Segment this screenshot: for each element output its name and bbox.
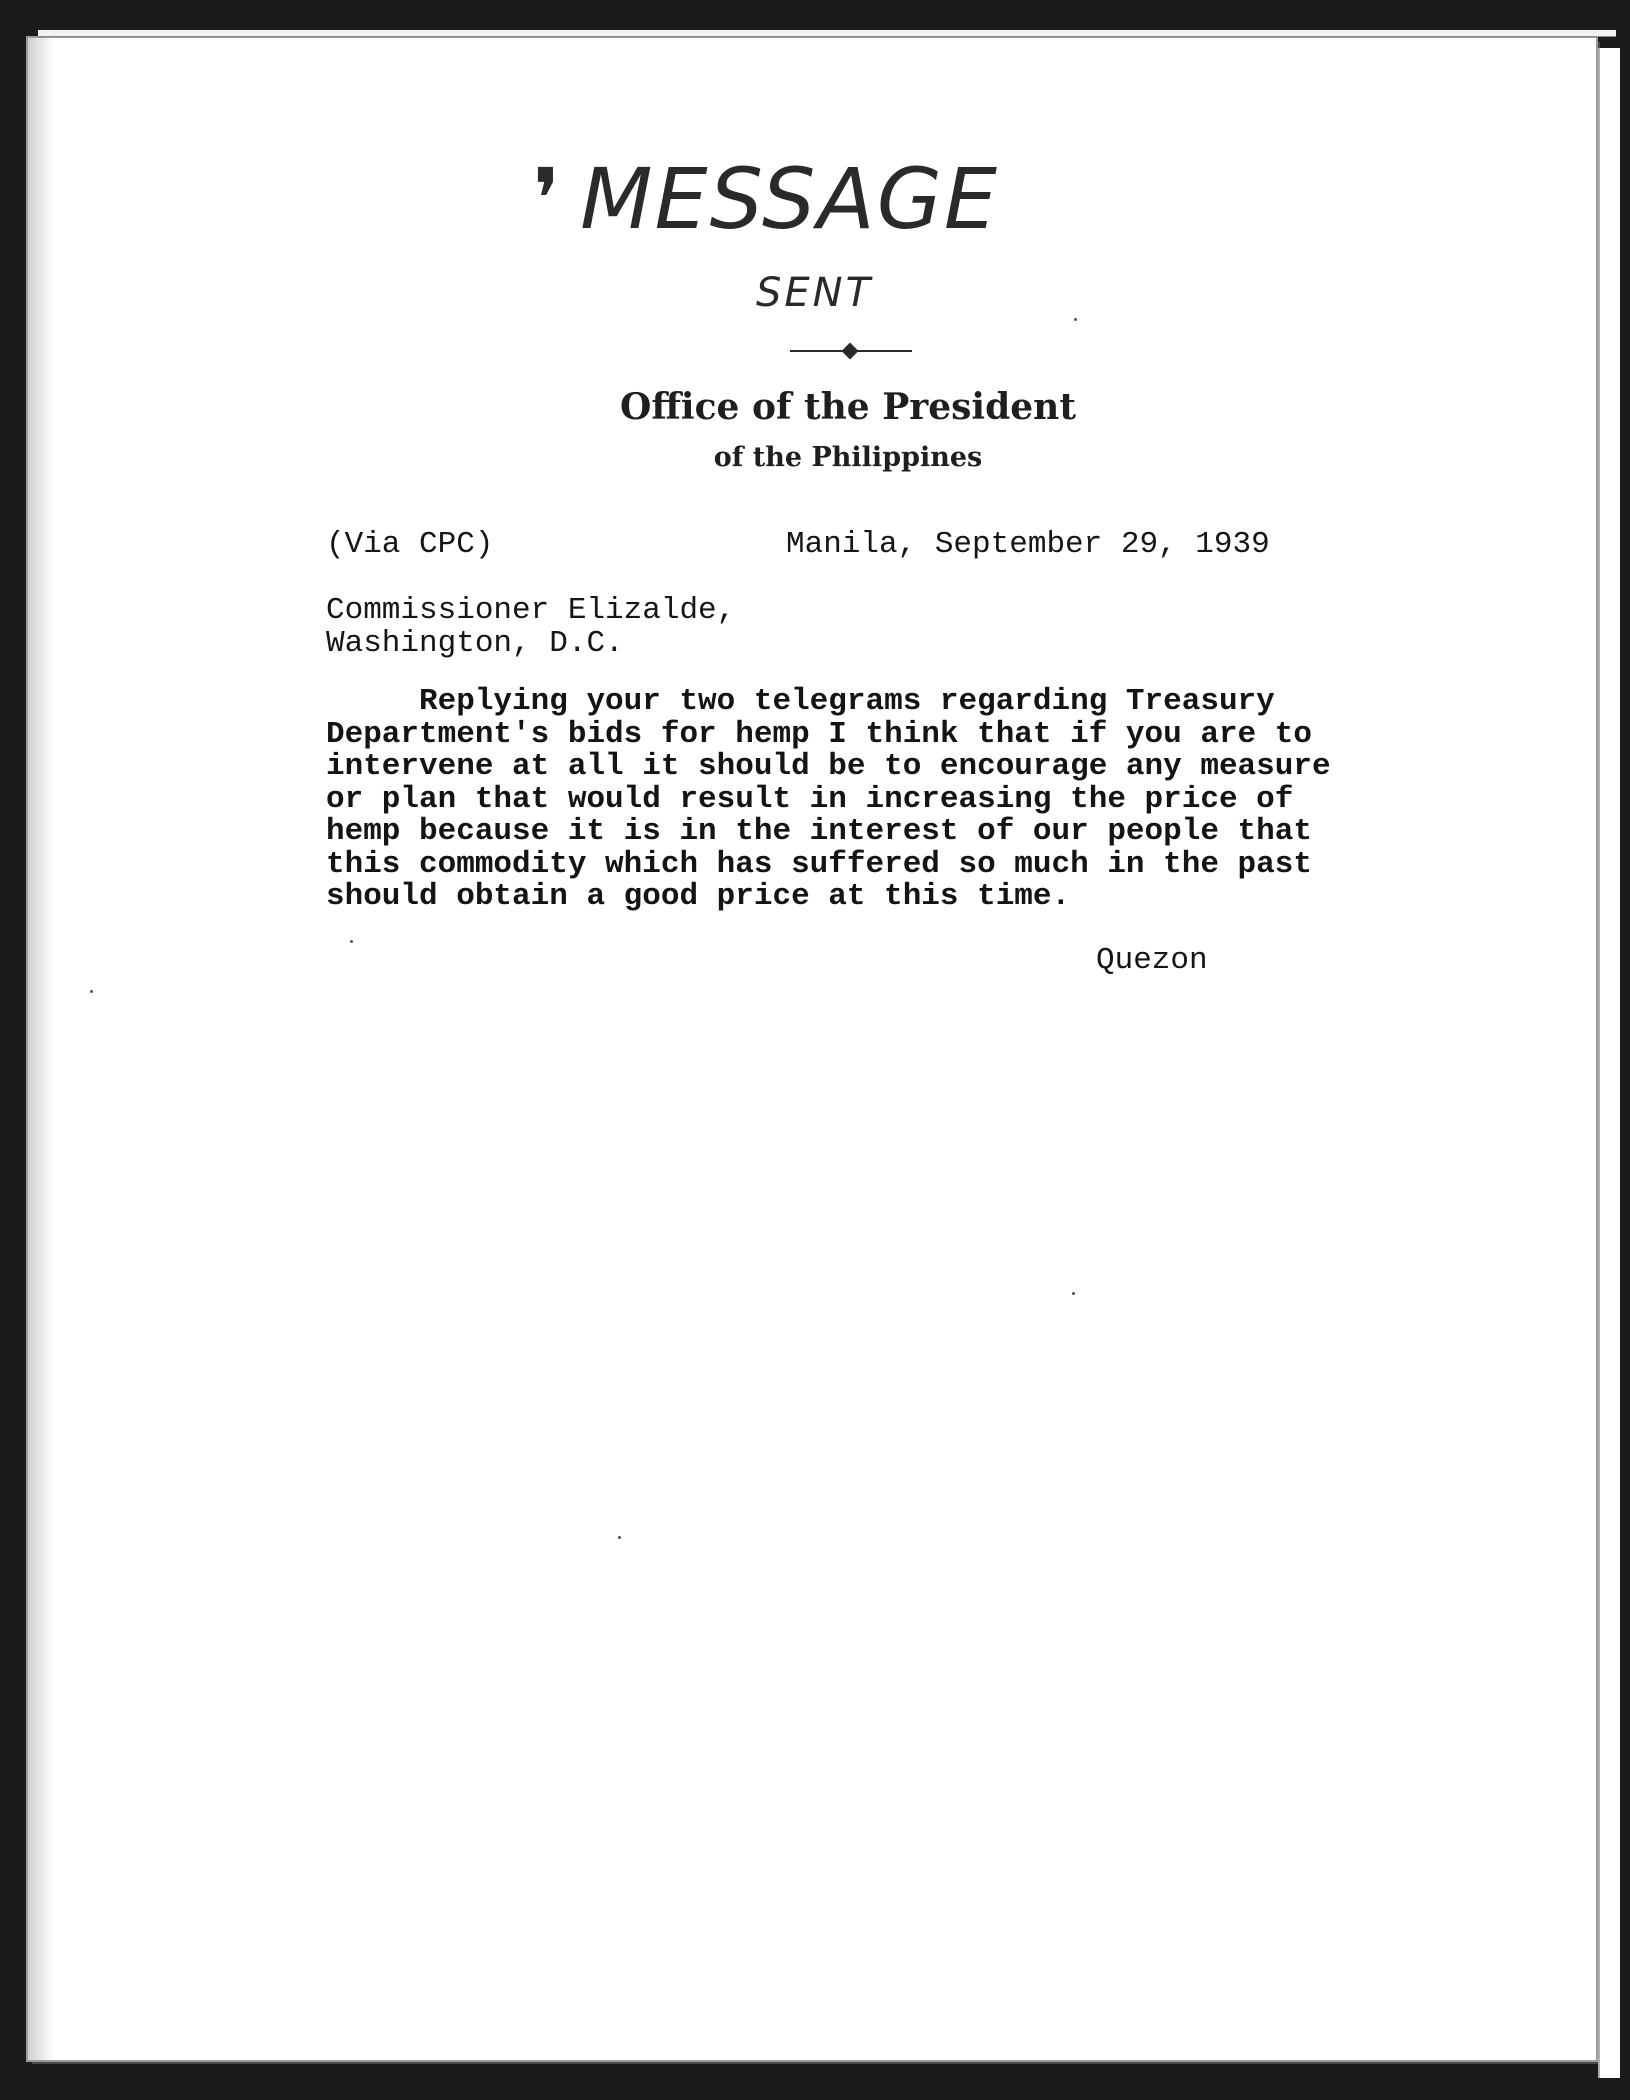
paper-speck — [90, 990, 93, 993]
paper-speck — [350, 940, 353, 943]
paper-speck — [1072, 1292, 1075, 1295]
body-line: intervene at all it should be to encourage any measure — [326, 749, 1331, 784]
letterhead-title-text: MESSAGE — [580, 150, 999, 248]
paper-speck — [618, 1536, 621, 1539]
body-line: hemp because it is in the interest of our people that — [326, 814, 1312, 849]
addressee-location: Washington, D.C. — [326, 626, 624, 661]
office-line: Office of the President — [620, 386, 1076, 428]
ink-mark-icon: ❜ — [533, 150, 563, 248]
letterhead-subtitle: SENT — [756, 270, 874, 316]
place-date-line: Manila, September 29, 1939 — [786, 527, 1270, 562]
rule-diamond-icon — [842, 343, 859, 360]
paper-sheet — [28, 38, 1596, 2060]
country-line: of the Philippines — [713, 442, 983, 473]
body-line: Department's bids for hemp I think that if you are to — [326, 716, 1312, 752]
body-line: should obtain a good price at this time. — [326, 879, 1071, 914]
body-line: Replying your two telegrams regarding Treasury — [326, 684, 1275, 719]
routing-line: (Via CPC) — [326, 527, 494, 562]
paper-right-edge — [1598, 48, 1620, 2078]
paper-left-shadow — [28, 38, 54, 2060]
letterhead-title — [533, 150, 1133, 248]
body-line: this commodity which has suffered so much in the past — [326, 846, 1312, 882]
body-line: or plan that would result in increasing the price of — [326, 781, 1294, 817]
addressee-name: Commissioner Elizalde, — [326, 593, 736, 628]
message-body — [326, 686, 1406, 914]
paper-top-edge — [38, 30, 1616, 37]
paper-speck — [1074, 318, 1077, 321]
signature: Quezon — [1096, 943, 1208, 978]
